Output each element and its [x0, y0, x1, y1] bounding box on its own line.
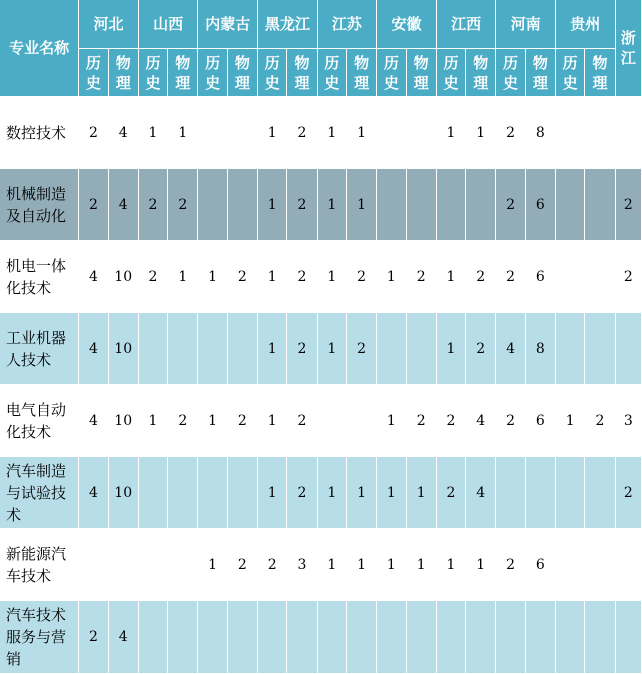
quota-cell: 1: [198, 241, 227, 313]
quota-cell: 8: [525, 97, 555, 169]
quota-cell: [556, 601, 585, 674]
quota-cell: 4: [79, 385, 108, 457]
subject-history-header: 历史: [556, 49, 585, 97]
quota-cell: [585, 529, 615, 601]
province-header: 山西: [138, 0, 198, 49]
quota-cell: 10: [108, 385, 138, 457]
quota-cell: [227, 601, 257, 674]
province-header: 贵州: [556, 0, 616, 49]
major-name-cell: 电气自动化技术: [0, 385, 79, 457]
province-header: 浙江: [615, 0, 641, 97]
province-header: 内蒙古: [198, 0, 258, 49]
quota-cell: [346, 385, 376, 457]
quota-cell: 3: [287, 529, 317, 601]
quota-cell: 2: [168, 169, 198, 241]
quota-cell: 2: [496, 241, 525, 313]
quota-cell: [585, 241, 615, 313]
quota-cell: 1: [258, 457, 287, 529]
quota-cell: [556, 313, 585, 385]
subject-physics-header: 物理: [346, 49, 376, 97]
quota-cell: 1: [377, 385, 406, 457]
table-row: [0, 601, 642, 674]
quota-cell: [585, 97, 615, 169]
quota-cell: 6: [525, 385, 555, 457]
quota-cell: 1: [258, 241, 287, 313]
quota-cell: 1: [436, 97, 465, 169]
subject-physics-header: 物理: [108, 49, 138, 97]
table-body: [0, 97, 642, 674]
table-row: [0, 385, 642, 457]
quota-cell: [436, 169, 465, 241]
quota-cell: 1: [436, 241, 465, 313]
quota-cell: 4: [466, 385, 496, 457]
major-name-cell: 机械制造及自动化: [0, 169, 79, 241]
subject-physics-header: 物理: [287, 49, 317, 97]
quota-cell: [436, 601, 465, 674]
subject-physics-header: 物理: [466, 49, 496, 97]
quota-cell: 1: [317, 97, 346, 169]
quota-cell: 4: [108, 601, 138, 674]
quota-cell: 2: [79, 97, 108, 169]
quota-cell: 2: [496, 97, 525, 169]
major-name-cell: 汽车技术服务与营销: [0, 601, 79, 674]
province-header: 河北: [79, 0, 139, 49]
quota-cell: 2: [138, 241, 167, 313]
major-name-cell: 汽车制造与试验技术: [0, 457, 79, 529]
quota-cell: [615, 601, 641, 674]
quota-cell: [556, 529, 585, 601]
quota-cell: 10: [108, 457, 138, 529]
quota-cell: 1: [198, 529, 227, 601]
quota-cell: [377, 313, 406, 385]
subject-physics-header: 物理: [227, 49, 257, 97]
quota-cell: 1: [377, 241, 406, 313]
quota-cell: [406, 169, 436, 241]
quota-cell: 1: [258, 97, 287, 169]
table-row: [0, 457, 642, 529]
quota-cell: 2: [227, 385, 257, 457]
quota-cell: [168, 529, 198, 601]
quota-cell: 2: [287, 385, 317, 457]
quota-cell: 2: [287, 313, 317, 385]
quota-cell: [138, 529, 167, 601]
quota-cell: 1: [436, 313, 465, 385]
quota-cell: 2: [436, 385, 465, 457]
quota-cell: 2: [615, 169, 641, 241]
quota-cell: [377, 601, 406, 674]
subject-physics-header: 物理: [168, 49, 198, 97]
subject-history-header: 历史: [317, 49, 346, 97]
quota-cell: 6: [525, 169, 555, 241]
quota-cell: 10: [108, 241, 138, 313]
quota-cell: 1: [556, 385, 585, 457]
quota-cell: 2: [496, 385, 525, 457]
province-header: 安徽: [377, 0, 437, 49]
quota-cell: 1: [168, 241, 198, 313]
quota-cell: 10: [108, 313, 138, 385]
quota-cell: 2: [466, 313, 496, 385]
quota-cell: [496, 457, 525, 529]
quota-cell: [466, 601, 496, 674]
quota-cell: 1: [346, 529, 376, 601]
province-header: 河南: [496, 0, 556, 49]
quota-cell: 4: [79, 313, 108, 385]
subject-history-header: 历史: [436, 49, 465, 97]
quota-cell: 2: [287, 457, 317, 529]
quota-cell: [406, 601, 436, 674]
quota-cell: 1: [377, 457, 406, 529]
quota-cell: 1: [198, 385, 227, 457]
quota-cell: 1: [258, 385, 287, 457]
table-row: [0, 241, 642, 313]
quota-cell: [585, 457, 615, 529]
quota-cell: [406, 97, 436, 169]
quota-cell: [496, 601, 525, 674]
quota-cell: [227, 457, 257, 529]
quota-cell: 8: [525, 313, 555, 385]
subject-history-header: 历史: [138, 49, 167, 97]
quota-cell: 1: [138, 97, 167, 169]
quota-cell: [198, 313, 227, 385]
quota-cell: 1: [346, 457, 376, 529]
quota-cell: [227, 169, 257, 241]
quota-cell: 2: [346, 241, 376, 313]
quota-cell: [79, 529, 108, 601]
quota-cell: [168, 457, 198, 529]
quota-cell: 2: [79, 169, 108, 241]
quota-cell: 1: [346, 97, 376, 169]
quota-cell: [556, 241, 585, 313]
quota-cell: 1: [168, 97, 198, 169]
quota-cell: 2: [227, 529, 257, 601]
quota-cell: 4: [108, 97, 138, 169]
quota-cell: 1: [317, 169, 346, 241]
quota-cell: [198, 601, 227, 674]
quota-cell: 2: [287, 169, 317, 241]
quota-cell: 6: [525, 529, 555, 601]
quota-cell: [556, 169, 585, 241]
quota-cell: 1: [346, 169, 376, 241]
quota-cell: [198, 169, 227, 241]
quota-cell: 1: [406, 529, 436, 601]
quota-cell: [138, 313, 167, 385]
quota-cell: 4: [108, 169, 138, 241]
quota-cell: [168, 313, 198, 385]
quota-cell: 2: [79, 601, 108, 674]
quota-cell: 2: [258, 529, 287, 601]
quota-cell: [227, 97, 257, 169]
quota-cell: 2: [168, 385, 198, 457]
quota-cell: 1: [317, 313, 346, 385]
quota-cell: [227, 313, 257, 385]
table-row: [0, 313, 642, 385]
quota-cell: 2: [496, 529, 525, 601]
quota-cell: [615, 97, 641, 169]
quota-cell: [615, 313, 641, 385]
quota-cell: [138, 601, 167, 674]
quota-cell: [287, 601, 317, 674]
quota-cell: 3: [615, 385, 641, 457]
province-header: 黑龙江: [258, 0, 318, 49]
quota-cell: [525, 601, 555, 674]
quota-cell: [108, 529, 138, 601]
quota-cell: 1: [317, 457, 346, 529]
table-row: [0, 169, 642, 241]
subject-physics-header: 物理: [585, 49, 615, 97]
province-header: 江苏: [317, 0, 377, 49]
quota-cell: [585, 169, 615, 241]
major-name-cell: 数控技术: [0, 97, 79, 169]
quota-cell: [615, 529, 641, 601]
quota-cell: [258, 601, 287, 674]
subject-history-header: 历史: [496, 49, 525, 97]
quota-cell: 1: [258, 313, 287, 385]
quota-cell: [138, 457, 167, 529]
quota-cell: 1: [377, 529, 406, 601]
quota-cell: [525, 457, 555, 529]
quota-cell: [556, 97, 585, 169]
subject-physics-header: 物理: [406, 49, 436, 97]
quota-cell: 2: [287, 241, 317, 313]
quota-cell: 1: [406, 457, 436, 529]
quota-cell: [346, 601, 376, 674]
table-row: [0, 97, 642, 169]
quota-cell: 1: [466, 97, 496, 169]
quota-cell: [556, 457, 585, 529]
quota-cell: 2: [496, 169, 525, 241]
subject-history-header: 历史: [377, 49, 406, 97]
quota-cell: 2: [406, 241, 436, 313]
major-name-cell: 工业机器人技术: [0, 313, 79, 385]
subject-history-header: 历史: [79, 49, 108, 97]
quota-cell: [168, 601, 198, 674]
major-name-cell: 新能源汽车技术: [0, 529, 79, 601]
quota-cell: 1: [258, 169, 287, 241]
quota-cell: 1: [436, 529, 465, 601]
quota-cell: 1: [317, 241, 346, 313]
quota-cell: 4: [466, 457, 496, 529]
quota-cell: 2: [436, 457, 465, 529]
quota-cell: [585, 313, 615, 385]
quota-cell: [377, 97, 406, 169]
quota-cell: 2: [615, 457, 641, 529]
quota-cell: 2: [227, 241, 257, 313]
quota-cell: 4: [79, 241, 108, 313]
quota-cell: 4: [79, 457, 108, 529]
quota-cell: 2: [287, 97, 317, 169]
quota-cell: [406, 313, 436, 385]
quota-cell: 2: [615, 241, 641, 313]
quota-cell: 1: [317, 529, 346, 601]
quota-cell: 2: [346, 313, 376, 385]
table-row: [0, 529, 642, 601]
major-name-cell: 机电一体化技术: [0, 241, 79, 313]
quota-cell: 1: [138, 385, 167, 457]
quota-cell: [466, 169, 496, 241]
table-header: [0, 0, 642, 97]
subject-history-header: 历史: [258, 49, 287, 97]
quota-cell: [198, 457, 227, 529]
quota-cell: 2: [406, 385, 436, 457]
subject-physics-header: 物理: [525, 49, 555, 97]
quota-cell: [585, 601, 615, 674]
quota-cell: 1: [466, 529, 496, 601]
province-header: 江西: [436, 0, 496, 49]
quota-cell: 2: [466, 241, 496, 313]
quota-cell: [198, 97, 227, 169]
quota-cell: 6: [525, 241, 555, 313]
quota-cell: 4: [496, 313, 525, 385]
quota-cell: [317, 385, 346, 457]
quota-cell: [377, 169, 406, 241]
quota-cell: 2: [585, 385, 615, 457]
major-name-header: 专业名称: [0, 0, 79, 97]
subject-history-header: 历史: [198, 49, 227, 97]
quota-cell: 2: [138, 169, 167, 241]
quota-cell: [317, 601, 346, 674]
